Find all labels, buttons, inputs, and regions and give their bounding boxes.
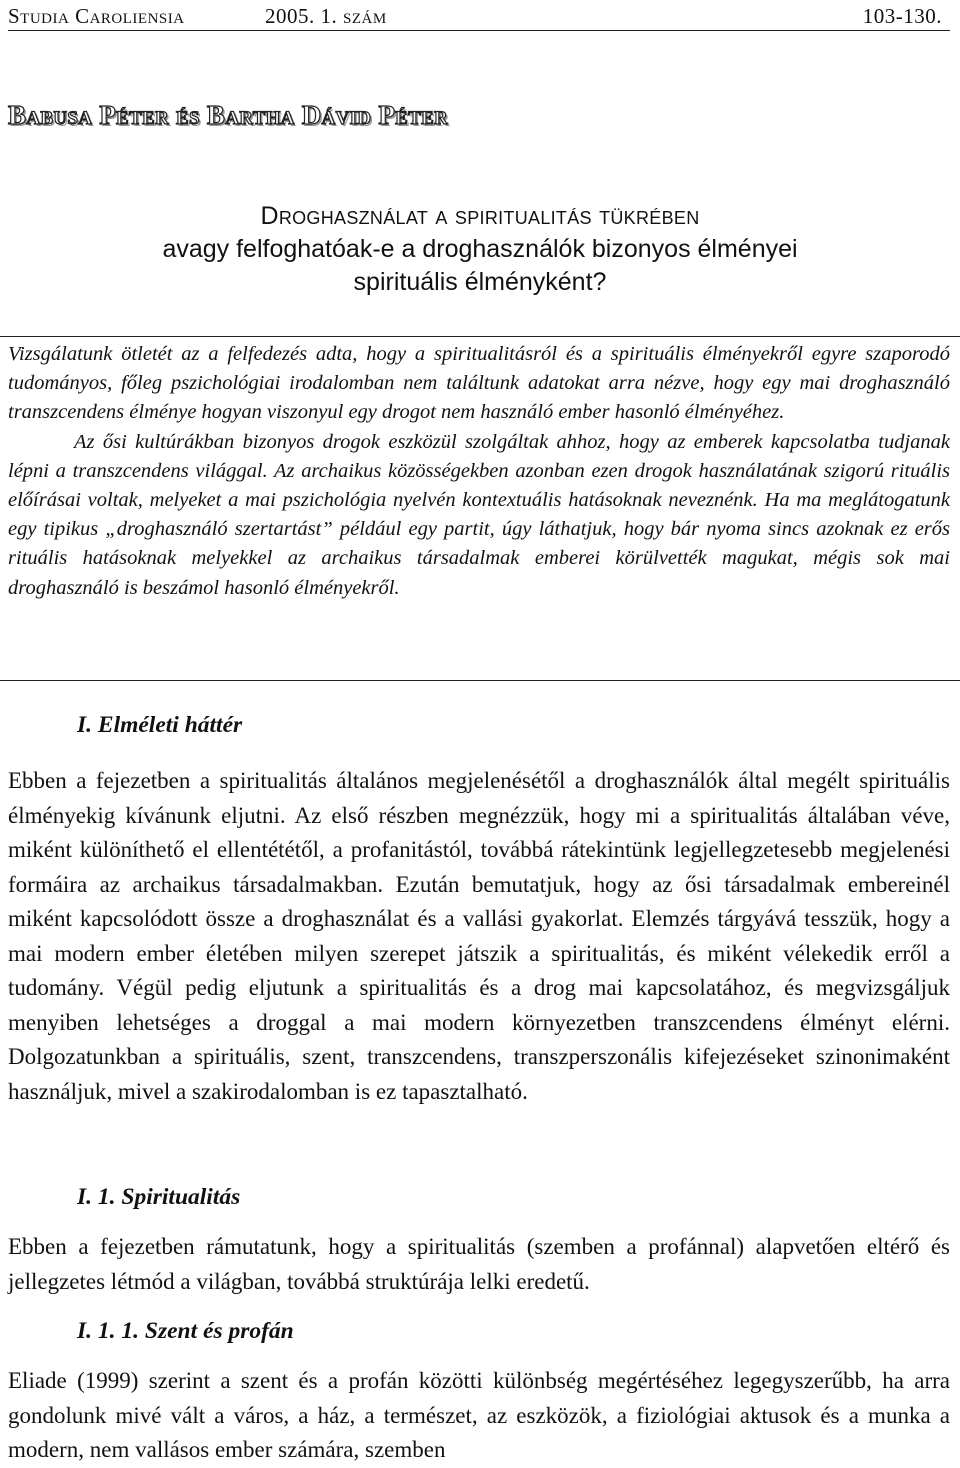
section-heading-1-1: I. 1. Spiritualitás: [77, 1184, 241, 1210]
abstract-bottom-rule: [0, 680, 960, 681]
section-heading-1: I. Elméleti háttér: [77, 712, 243, 738]
title-subtitle-line2: spirituális élményként?: [353, 268, 607, 296]
title-subtitle-line1: avagy felfoghatóak-e a droghasználók bizonyos élményei: [162, 235, 798, 263]
abstract-top-rule: [0, 336, 960, 337]
authors: Babusa Péter és Bartha Dávid Péter: [8, 100, 449, 130]
abstract-paragraph-1: Vizsgálatunk ötletét az a felfedezés adta, hogy a spiritualitásról és a spirituális élményekről egyre szaporodó tudományos, főleg pszichológiai irodalomban nem találtunk adatokat arra nézve, hogy egy mai droghasználó transzcendens élménye hogyan viszonyul egy drogot nem használó ember hasonló élményéhez.: [8, 343, 950, 424]
section-1-1-paragraph: Ebben a fejezetben rámutatunk, hogy a spiritualitás (szemben a profánnal) alapvetően eltérő és jellegzetes létmód a világban, továbbá struktúrája lelki eredetű.: [8, 1234, 950, 1294]
running-header: [8, 4, 950, 31]
issue-number: 2005. 1. szám: [265, 4, 387, 28]
abstract: [8, 340, 950, 603]
title-main: Droghasználat a spiritualitás tükrében: [260, 202, 700, 230]
journal-name: Studia Caroliensia: [8, 4, 185, 28]
section-1-1-1-paragraph: Eliade (1999) szerint a szent és a profán közötti különbség megértéséhez legegyszerűbb, ha arra gondolunk mivé vált a város, a ház, a természet, az eszközök, a fiziológiai aktusok és a munka a modern, nem vallásos ember számára, szemben: [8, 1368, 950, 1462]
section-heading-1-1-1: I. 1. 1. Szent és profán: [77, 1318, 294, 1344]
section-1-paragraph: Ebben a fejezetben a spiritualitás általános megjelenésétől a droghasználók által megélt spirituális élményekig kívánunk eljutni. Az első részben megnézzük, hogy mi a spiritualitás általában véve, miként különíthető el ellentététől, a profanitástól, továbbá rátekintünk legjellegzetesebb megjelenési formáira az archaikus társadalmakban. Ezután bemutatjuk, hogy az ősi társadalmak embereinél miként kapcsolódott össze a droghasználat és a vallási gyakorlat. Elemzés tárgyává tesszük, hogy a mai modern ember életében milyen szerepet játszik a spiritualitás, és miként vélekedik erről a tudomány. Végül pedig eljutunk a spiritualitás és a drog mai kapcsolatához, és megvizsgáljuk menyiben lehetséges a droggal a mai modern környezetben transzcendens élményt elérni. Dolgozatunkban a spirituális, szent, transzcendens, transzperszonális kifejezéseket szinonimaként használjuk, mivel a szakirodalomban is ez tapasztalható.: [8, 768, 950, 1104]
page-range: 103-130.: [862, 4, 942, 28]
article-title: [0, 200, 960, 299]
abstract-paragraph-2: Az ősi kultúrákban bizonyos drogok eszközül szolgáltak ahhoz, hogy az emberek kapcsolatba tudjanak lépni a transzcendens világgal. Az archaikus közösségekben azonban ezen drogok használatának szigorú rituális előírásai voltak, melyeket a mai pszichológia nyelvén kontextuális hatásoknak neveznénk. Ha ma meglátogatunk egy tipikus „droghasználó szertartást” például egy partit, úgy láthatjuk, hogy bár nyoma sincs azoknak ez erős rituális hatásoknak melyekkel az archaikus társadalmak emberei körülvették magukat, mégis sok mai droghasználó is beszámol hasonló élményekről.: [8, 430, 950, 599]
